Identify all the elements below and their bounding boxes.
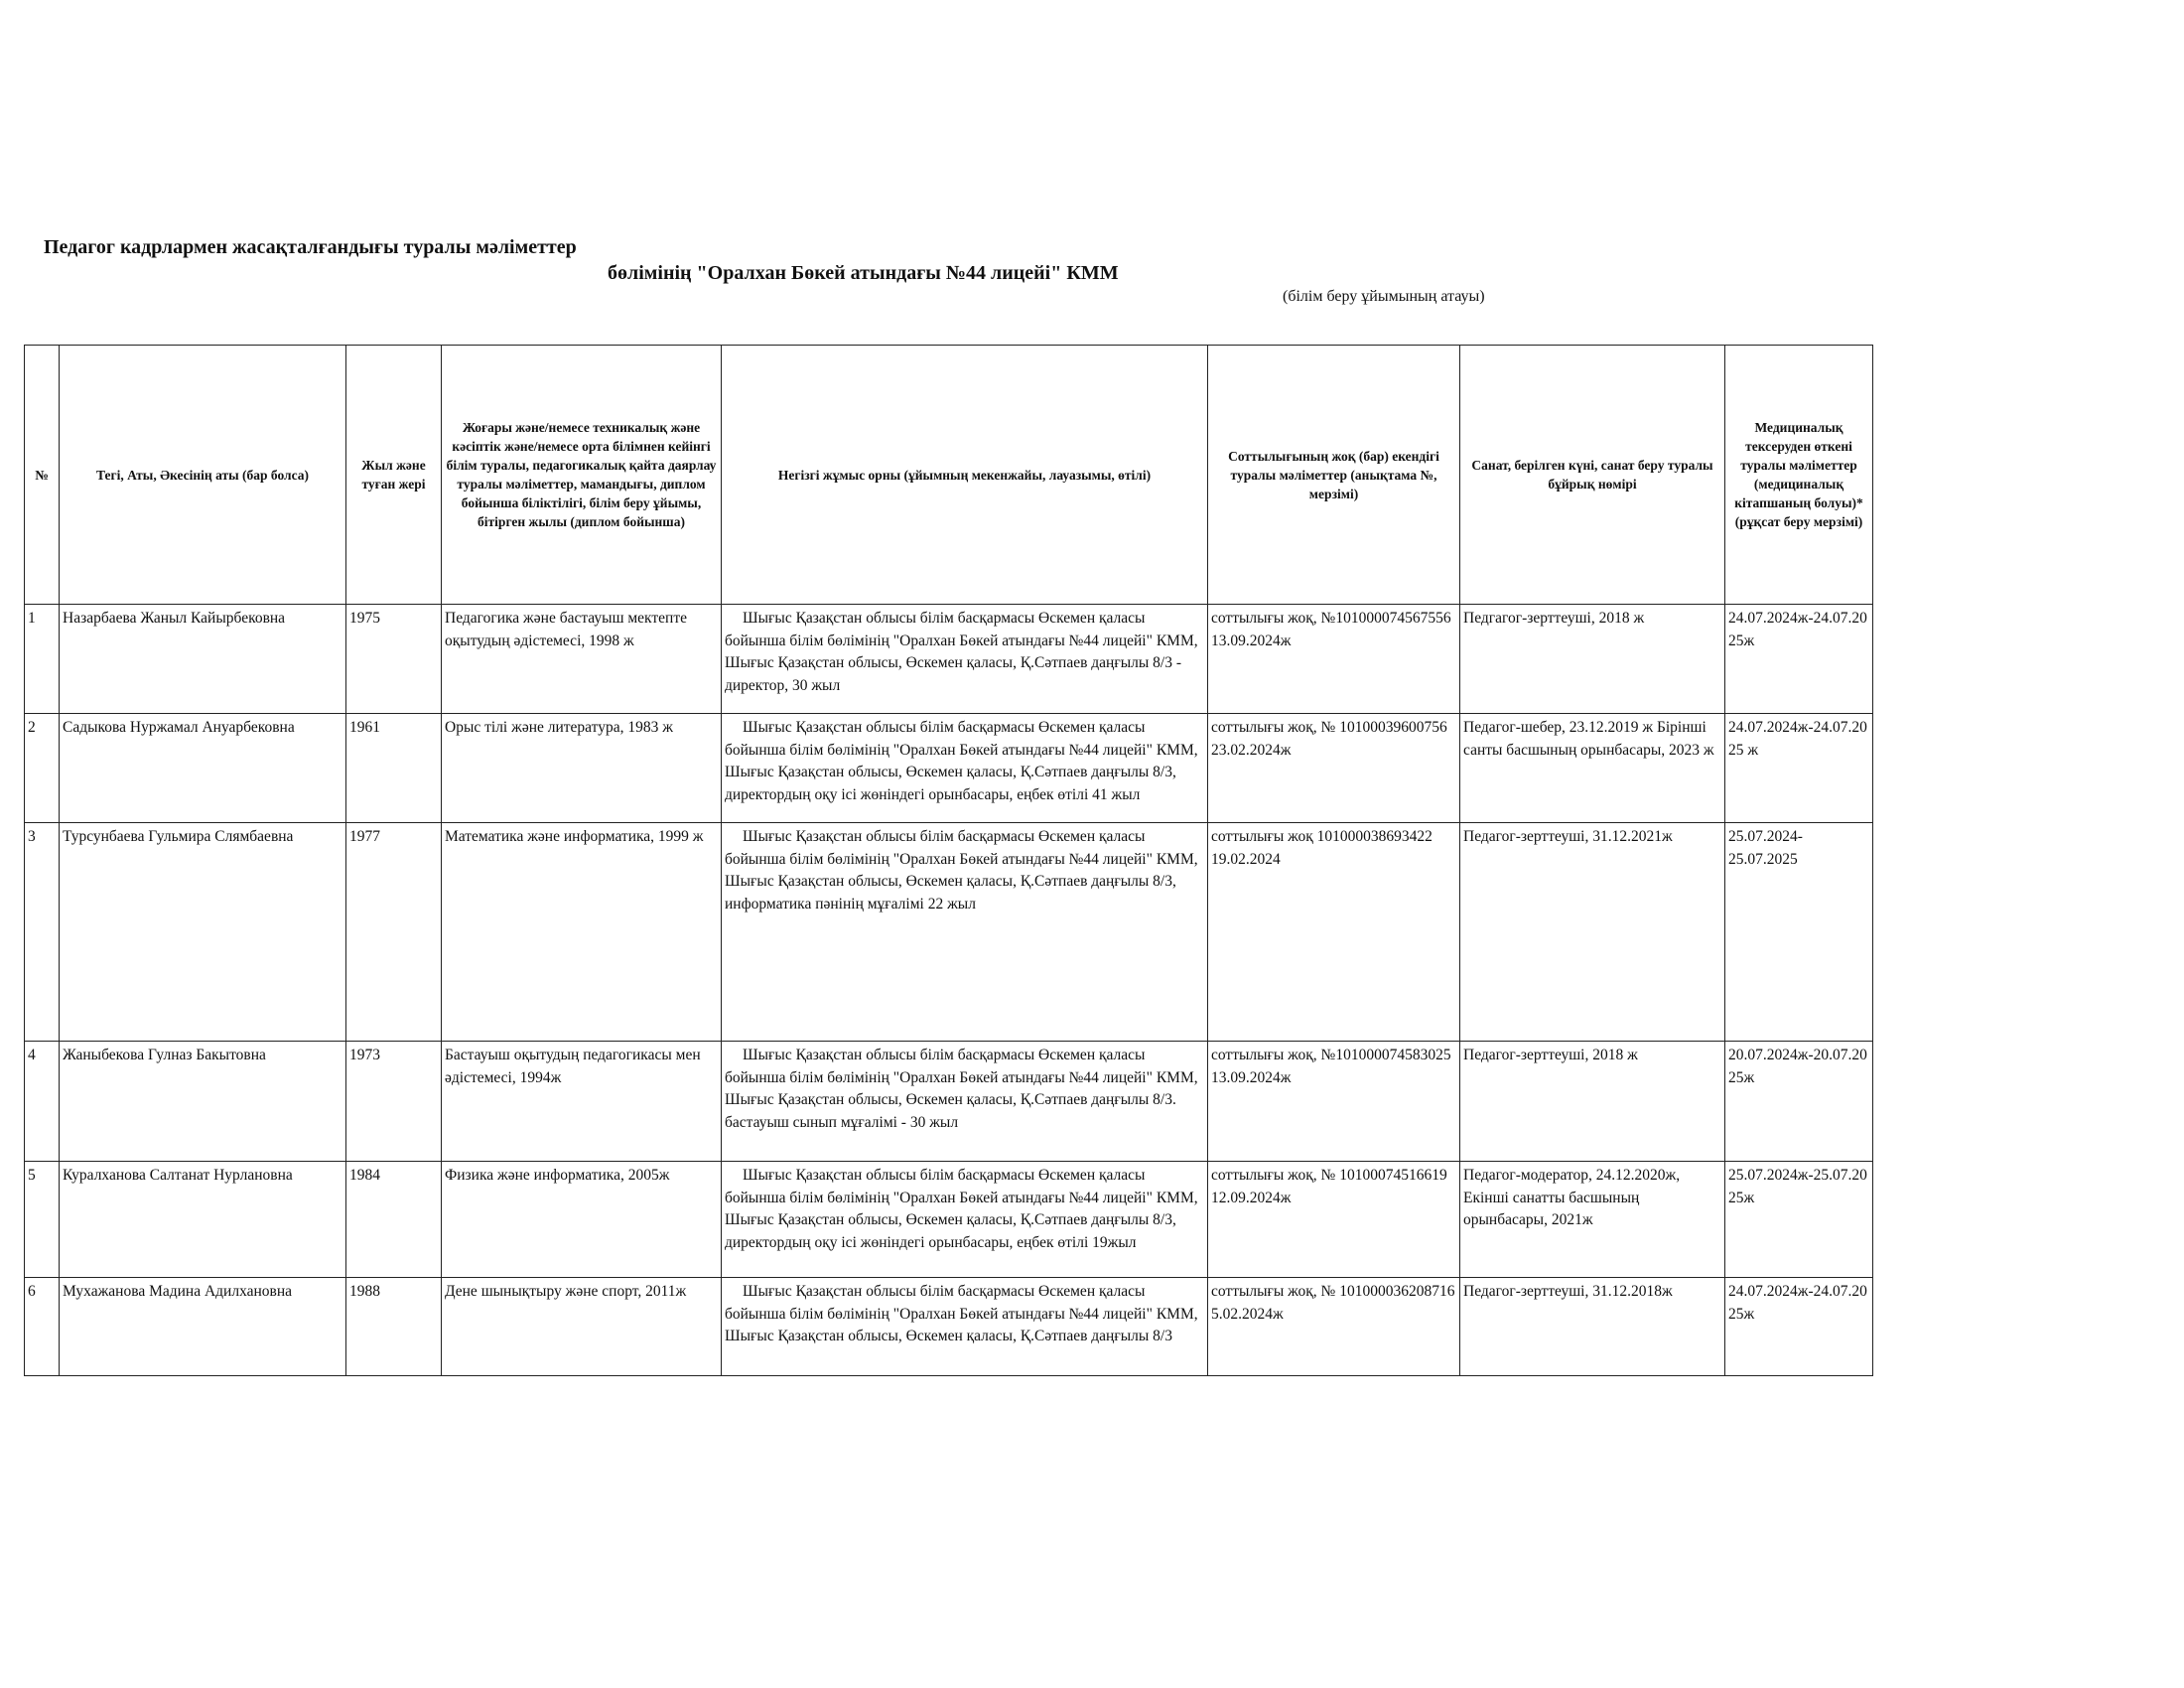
cell-education: Дене шынықтыру және спорт, 2011ж (442, 1278, 722, 1376)
cell-education: Педагогика және бастауыш мектепте оқытудың әдістемесі, 1998 ж (442, 605, 722, 714)
header-category: Санат, берілген күні, санат беру туралы бұйрық нөмірі (1460, 346, 1725, 605)
table-row (25, 823, 1873, 1042)
cell-medical: 20.07.2024ж-20.07.2025ж (1725, 1042, 1873, 1162)
cell-category: Педагог-модератор, 24.12.2020ж, Екінші санатты басшының орынбасары, 2021ж (1460, 1162, 1725, 1278)
cell-birth-year: 1973 (346, 1042, 442, 1162)
cell-category: Педагог-шебер, 23.12.2019 ж Бірінші санты басшының орынбасары, 2023 ж (1460, 714, 1725, 823)
header-education: Жоғары және/немесе техникалық және кәсіптік және/немесе орта білімнен кейінгі білім туралы, педагогикалық қайта даярлау туралы мәліметтер, мамандығы, диплом бойынша біліктілігі, білім беру ұйымы, бітірген жылы (диплом бойынша) (442, 346, 722, 605)
document-subtitle: бөлімінің "Оралхан Бөкей атындағы №44 лицейі" КММ (608, 262, 1119, 284)
cell-workplace: Шығыс Қазақстан облысы білім басқармасы Өскемен қаласы бойынша білім бөлімінің "Оралхан Бөкей атындағы №44 лицейі" КММ, Шығыс Қазақстан облысы, Өскемен қаласы, Қ.Сәтпаев даңғылы 8/3 (722, 1278, 1208, 1376)
cell-criminal-record: соттылығы жоқ 101000038693422 19.02.2024 (1208, 823, 1460, 1042)
cell-workplace: Шығыс Қазақстан облысы білім басқармасы Өскемен қаласы бойынша білім бөлімінің "Оралхан Бөкей атындағы №44 лицейі" КММ, Шығыс Қазақстан облысы, Өскемен қаласы, Қ.Сәтпаев даңғылы 8/3, директордың оқу ісі жөніндегі орынбасары, еңбек өтілі 19жыл (722, 1162, 1208, 1278)
table-row (25, 1162, 1873, 1278)
cell-criminal-record: соттылығы жоқ, № 101000036208716 5.02.2024ж (1208, 1278, 1460, 1376)
cell-full-name: Жаныбекова Гулназ Бакытовна (60, 1042, 346, 1162)
cell-full-name: Турсунбаева Гульмира Слямбаевна (60, 823, 346, 1042)
cell-category: Педагог-зерттеуші, 31.12.2021ж (1460, 823, 1725, 1042)
cell-medical: 24.07.2024ж-24.07.2025ж (1725, 1278, 1873, 1376)
cell-number: 2 (25, 714, 60, 823)
header-birth-year: Жыл және туған жері (346, 346, 442, 605)
cell-category: Педгагог-зерттеуші, 2018 ж (1460, 605, 1725, 714)
cell-medical: 24.07.2024ж-24.07.2025ж (1725, 605, 1873, 714)
cell-criminal-record: соттылығы жоқ, № 10100074516619 12.09.2024ж (1208, 1162, 1460, 1278)
header-number: № (25, 346, 60, 605)
cell-education: Орыс тілі және литература, 1983 ж (442, 714, 722, 823)
table-row (25, 1278, 1873, 1376)
cell-education: Бастауыш оқытудың педагогикасы мен әдістемесі, 1994ж (442, 1042, 722, 1162)
cell-medical: 24.07.2024ж-24.07.2025 ж (1725, 714, 1873, 823)
cell-birth-year: 1984 (346, 1162, 442, 1278)
cell-number: 4 (25, 1042, 60, 1162)
header-medical: Медициналық тексеруден өткені туралы мәліметтер (медициналық кітапшаның болуы)* (рұқсат беру мерзімі) (1725, 346, 1873, 605)
cell-education: Физика және информатика, 2005ж (442, 1162, 722, 1278)
cell-birth-year: 1975 (346, 605, 442, 714)
cell-full-name: Назарбаева Жаныл Кайырбековна (60, 605, 346, 714)
table-row (25, 1042, 1873, 1162)
cell-medical: 25.07.2024-25.07.2025 (1725, 823, 1873, 1042)
cell-workplace: Шығыс Қазақстан облысы білім басқармасы Өскемен қаласы бойынша білім бөлімінің "Оралхан Бөкей атындағы №44 лицейі" КММ, Шығыс Қазақстан облысы, Өскемен қаласы, Қ.Сәтпаев даңғылы 8/3, директордың оқу ісі жөніндегі орынбасары, еңбек өтілі 41 жыл (722, 714, 1208, 823)
cell-criminal-record: соттылығы жоқ, № 10100039600756 23.02.2024ж (1208, 714, 1460, 823)
header-full-name: Тегі, Аты, Әкесінің аты (бар болса) (60, 346, 346, 605)
cell-full-name: Мухажанова Мадина Адилхановна (60, 1278, 346, 1376)
cell-workplace: Шығыс Қазақстан облысы білім басқармасы Өскемен қаласы бойынша білім бөлімінің "Оралхан Бөкей атындағы №44 лицейі" КММ, Шығыс Қазақстан облысы, Өскемен қаласы, Қ.Сәтпаев даңғылы 8/3 - директор, 30 жыл (722, 605, 1208, 714)
cell-number: 3 (25, 823, 60, 1042)
cell-education: Математика және информатика, 1999 ж (442, 823, 722, 1042)
staff-table (24, 345, 1873, 1376)
document-title: Педагог кадрлармен жасақталғандығы туралы мәліметтер (44, 236, 577, 258)
cell-medical: 25.07.2024ж-25.07.2025ж (1725, 1162, 1873, 1278)
cell-category: Педагог-зерттеуші, 31.12.2018ж (1460, 1278, 1725, 1376)
header-workplace: Негізгі жұмыс орны (ұйымның мекенжайы, лауазымы, өтілі) (722, 346, 1208, 605)
cell-birth-year: 1977 (346, 823, 442, 1042)
table-row (25, 605, 1873, 714)
cell-criminal-record: соттылығы жоқ, №101000074583025 13.09.2024ж (1208, 1042, 1460, 1162)
cell-number: 5 (25, 1162, 60, 1278)
organization-caption: (білім беру ұйымының атауы) (1283, 288, 1485, 305)
cell-workplace: Шығыс Қазақстан облысы білім басқармасы Өскемен қаласы бойынша білім бөлімінің "Оралхан Бөкей атындағы №44 лицейі" КММ, Шығыс Қазақстан облысы, Өскемен қаласы, Қ.Сәтпаев даңғылы 8/3. бастауыш сынып мұғалімі - 30 жыл (722, 1042, 1208, 1162)
header-row (25, 346, 1873, 605)
cell-criminal-record: соттылығы жоқ, №101000074567556 13.09.2024ж (1208, 605, 1460, 714)
cell-number: 6 (25, 1278, 60, 1376)
cell-category: Педагог-зерттеуші, 2018 ж (1460, 1042, 1725, 1162)
cell-full-name: Садыкова Нуржамал Ануарбековна (60, 714, 346, 823)
cell-number: 1 (25, 605, 60, 714)
table-row (25, 714, 1873, 823)
cell-birth-year: 1988 (346, 1278, 442, 1376)
cell-workplace: Шығыс Қазақстан облысы білім басқармасы Өскемен қаласы бойынша білім бөлімінің "Оралхан Бөкей атындағы №44 лицейі" КММ, Шығыс Қазақстан облысы, Өскемен қаласы, Қ.Сәтпаев даңғылы 8/3, информатика пәнінің мұғалімі 22 жыл (722, 823, 1208, 1042)
cell-birth-year: 1961 (346, 714, 442, 823)
cell-full-name: Куралханова Салтанат Нурлановна (60, 1162, 346, 1278)
header-criminal-record: Соттылығының жоқ (бар) екендігі туралы мәліметтер (анықтама №, мерзімі) (1208, 346, 1460, 605)
